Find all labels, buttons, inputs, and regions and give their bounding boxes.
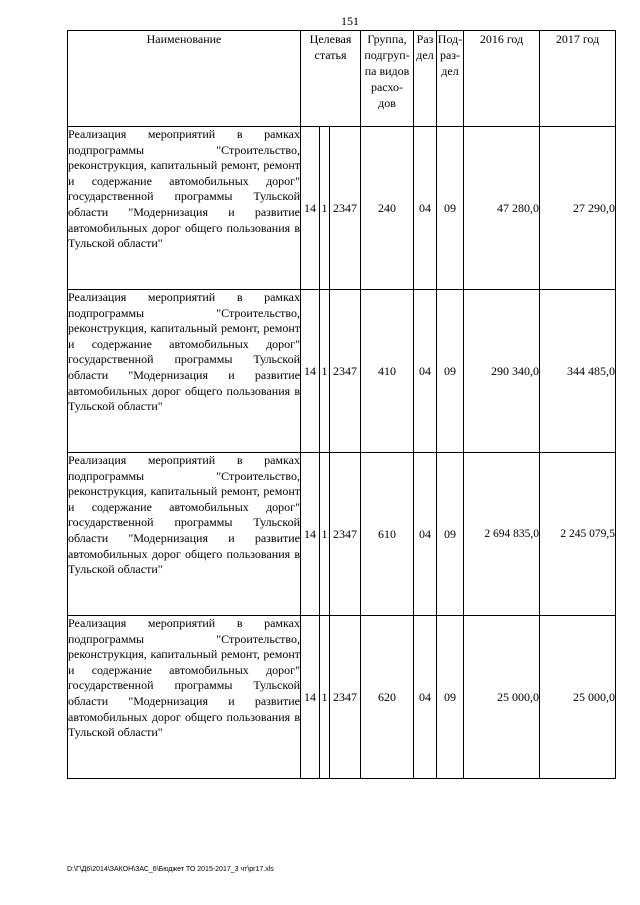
header-2017: 2017 год bbox=[540, 31, 616, 127]
header-subsection: Под- раз- дел bbox=[437, 31, 464, 127]
row-group: 620 bbox=[361, 616, 414, 779]
row-code-direction: 2347 bbox=[330, 453, 361, 616]
row-section: 04 bbox=[414, 453, 437, 616]
row-code-direction: 2347 bbox=[330, 290, 361, 453]
row-amount-2016: 25 000,0 bbox=[464, 616, 540, 779]
table-row bbox=[68, 616, 616, 779]
row-subsection: 09 bbox=[437, 127, 464, 290]
row-section: 04 bbox=[414, 616, 437, 779]
header-section: Раз дел bbox=[414, 31, 437, 127]
row-code-program: 14 bbox=[301, 290, 320, 453]
row-group: 410 bbox=[361, 290, 414, 453]
row-code-program: 14 bbox=[301, 453, 320, 616]
row-amount-2017: 27 290,0 bbox=[540, 127, 616, 290]
header-target-article: Целевая статья bbox=[301, 31, 361, 127]
row-amount-2017: 2 245 079,5 bbox=[540, 453, 616, 616]
row-code-program: 14 bbox=[301, 616, 320, 779]
row-amount-2016: 47 280,0 bbox=[464, 127, 540, 290]
row-section: 04 bbox=[414, 127, 437, 290]
budget-table bbox=[67, 30, 616, 779]
row-group: 610 bbox=[361, 453, 414, 616]
row-subsection: 09 bbox=[437, 453, 464, 616]
page-number: 151 bbox=[341, 14, 359, 28]
row-name: Реализация мероприятий в рамках подпрограммы "Строительство, реконструкция, капитальный ремонт, ремонт и содержание автомобильных дорог" государственной программы Тульской области "Модернизация и развитие автомобильных дорог общего пользования в Тульской области" bbox=[68, 127, 301, 290]
row-amount-2017: 25 000,0 bbox=[540, 616, 616, 779]
row-code-program: 14 bbox=[301, 127, 320, 290]
row-code-direction: 2347 bbox=[330, 127, 361, 290]
row-section: 04 bbox=[414, 290, 437, 453]
row-name: Реализация мероприятий в рамках подпрограммы "Строительство, реконструкция, капитальный ремонт, ремонт и содержание автомобильных дорог" государственной программы Тульской области "Модернизация и развитие автомобильных дорог общего пользования в Тульской области" bbox=[68, 616, 301, 779]
table-row bbox=[68, 290, 616, 453]
header-row bbox=[68, 31, 616, 127]
row-group: 240 bbox=[361, 127, 414, 290]
row-code-subprogram: 1 bbox=[320, 290, 330, 453]
row-code-subprogram: 1 bbox=[320, 453, 330, 616]
row-name: Реализация мероприятий в рамках подпрограммы "Строительство, реконструкция, капитальный ремонт, ремонт и содержание автомобильных дорог" государственной программы Тульской области "Модернизация и развитие автомобильных дорог общего пользования в Тульской области" bbox=[68, 290, 301, 453]
row-subsection: 09 bbox=[437, 290, 464, 453]
header-name: Наименование bbox=[68, 31, 301, 127]
row-code-direction: 2347 bbox=[330, 616, 361, 779]
row-amount-2016: 2 694 835,0 bbox=[464, 453, 540, 616]
row-subsection: 09 bbox=[437, 616, 464, 779]
header-2016: 2016 год bbox=[464, 31, 540, 127]
row-amount-2016: 290 340,0 bbox=[464, 290, 540, 453]
footer-file-path: D:\Г\Д6\2014\ЗАКОН\ЗАС_6\Бюджет ТО 2015-2017_3 чт\pr17.xls bbox=[67, 866, 274, 873]
row-name: Реализация мероприятий в рамках подпрограммы "Строительство, реконструкция, капитальный ремонт, ремонт и содержание автомобильных дорог" государственной программы Тульской области "Модернизация и развитие автомобильных дорог общего пользования в Тульской области" bbox=[68, 453, 301, 616]
row-amount-2017: 344 485,0 bbox=[540, 290, 616, 453]
row-code-subprogram: 1 bbox=[320, 127, 330, 290]
row-code-subprogram: 1 bbox=[320, 616, 330, 779]
header-group: Группа, подгруп- па видов расхо- дов bbox=[361, 31, 414, 127]
table-row bbox=[68, 453, 616, 616]
table-row bbox=[68, 127, 616, 290]
